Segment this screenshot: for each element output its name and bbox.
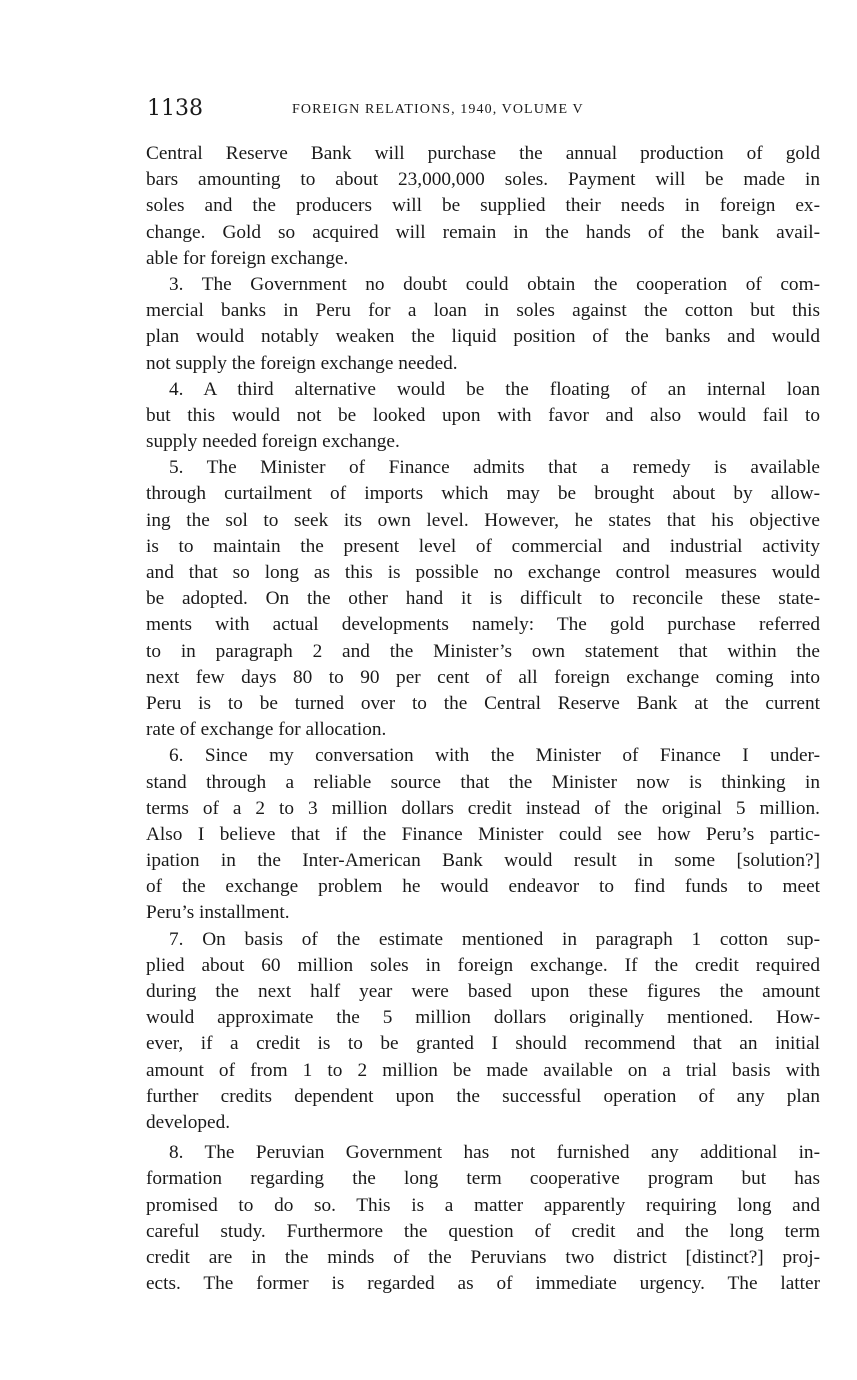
text-line: supply needed foreign exchange.: [146, 431, 400, 453]
text-line: amount of from 1 to 2 million be made available on a trial basis with: [146, 1059, 820, 1081]
text-line: but this would not be looked upon with favor and also would fail to: [146, 404, 820, 426]
text-line: Peru’s installment.: [146, 902, 290, 924]
text-line: not supply the foreign exchange needed.: [146, 352, 458, 374]
text-line: during the next half year were based upon these figures the amount: [146, 981, 820, 1002]
text-line: Central Reserve Bank will purchase the annual production of gold: [146, 143, 820, 164]
text-line: of the exchange problem he would endeavor to find funds to meet: [146, 876, 820, 898]
body-text: [146, 141, 820, 1297]
text-line: rate of exchange for allocation.: [146, 719, 387, 741]
text-line: soles and the producers will be supplied their needs in foreign ex-: [146, 195, 820, 217]
text-line: mercial banks in Peru for a loan in soles against the cotton but this: [146, 300, 820, 322]
text-line: 3. The Government no doubt could obtain the cooperation of com-: [169, 273, 820, 295]
text-line: to in paragraph 2 and the Minister’s own statement that within the: [146, 640, 820, 662]
text-line: 4. A third alternative would be the floating of an internal loan: [169, 378, 820, 400]
text-line: 6. Since my conversation with the Minister of Finance I under-: [169, 745, 820, 767]
text-line: change. Gold so acquired will remain in the hands of the bank avail-: [146, 221, 820, 243]
text-line: credit are in the minds of the Peruvians two district [distinct?] proj-: [146, 1246, 820, 1268]
text-line: 5. The Minister of Finance admits that a remedy is available: [169, 457, 820, 479]
text-line: is to maintain the present level of commercial and industrial activity: [146, 535, 820, 557]
text-line: stand through a reliable source that the Minister now is thinking in: [146, 771, 820, 793]
text-line: ever, if a credit is to be granted I should recommend that an initial: [146, 1033, 820, 1055]
text-line: would approximate the 5 million dollars originally mentioned. How-: [146, 1007, 820, 1029]
text-line: plied about 60 million soles in foreign exchange. If the credit required: [146, 954, 820, 976]
text-line: ments with actual developments namely: The gold purchase referred: [146, 614, 820, 636]
text-line: Also I believe that if the Finance Minister could see how Peru’s partic-: [146, 823, 820, 845]
text-line: terms of a 2 to 3 million dollars credit instead of the original 5 million.: [146, 797, 820, 819]
text-line: promised to do so. This is a matter apparently requiring long and: [146, 1194, 820, 1216]
text-line: developed.: [146, 1111, 231, 1133]
running-title: FOREIGN RELATIONS, 1940, VOLUME V: [292, 102, 584, 117]
text-line: able for foreign exchange.: [146, 247, 349, 269]
text-line: next few days 80 to 90 per cent of all foreign exchange coming into: [146, 666, 820, 688]
text-line: further credits dependent upon the successful operation of any plan: [146, 1085, 820, 1107]
text-line: careful study. Furthermore the question of credit and the long term: [146, 1220, 820, 1242]
text-line: be adopted. On the other hand it is difficult to reconcile these state-: [146, 588, 820, 610]
text-line: bars amounting to about 23,000,000 soles. Payment will be made in: [146, 169, 820, 191]
text-line: ipation in the Inter-American Bank would result in some [solution?]: [146, 850, 820, 872]
page-number: 1138: [147, 96, 203, 121]
text-line: through curtailment of imports which may be brought about by allow-: [146, 483, 820, 505]
text-line: 7. On basis of the estimate mentioned in paragraph 1 cotton sup-: [169, 928, 820, 950]
text-line: ects. The former is regarded as of immediate urgency. The latter: [146, 1273, 820, 1295]
text-line: 8. The Peruvian Government has not furnished any additional in-: [169, 1142, 820, 1164]
text-line: formation regarding the long term cooperative program but has: [146, 1168, 820, 1190]
text-line: Peru is to be turned over to the Central Reserve Bank at the current: [146, 692, 820, 714]
text-line: ing the sol to seek its own level. However, he states that his objective: [146, 509, 820, 531]
text-line: plan would notably weaken the liquid position of the banks and would: [146, 326, 820, 348]
page-header: [147, 93, 819, 125]
text-line: and that so long as this is possible no exchange control measures would: [146, 562, 820, 583]
